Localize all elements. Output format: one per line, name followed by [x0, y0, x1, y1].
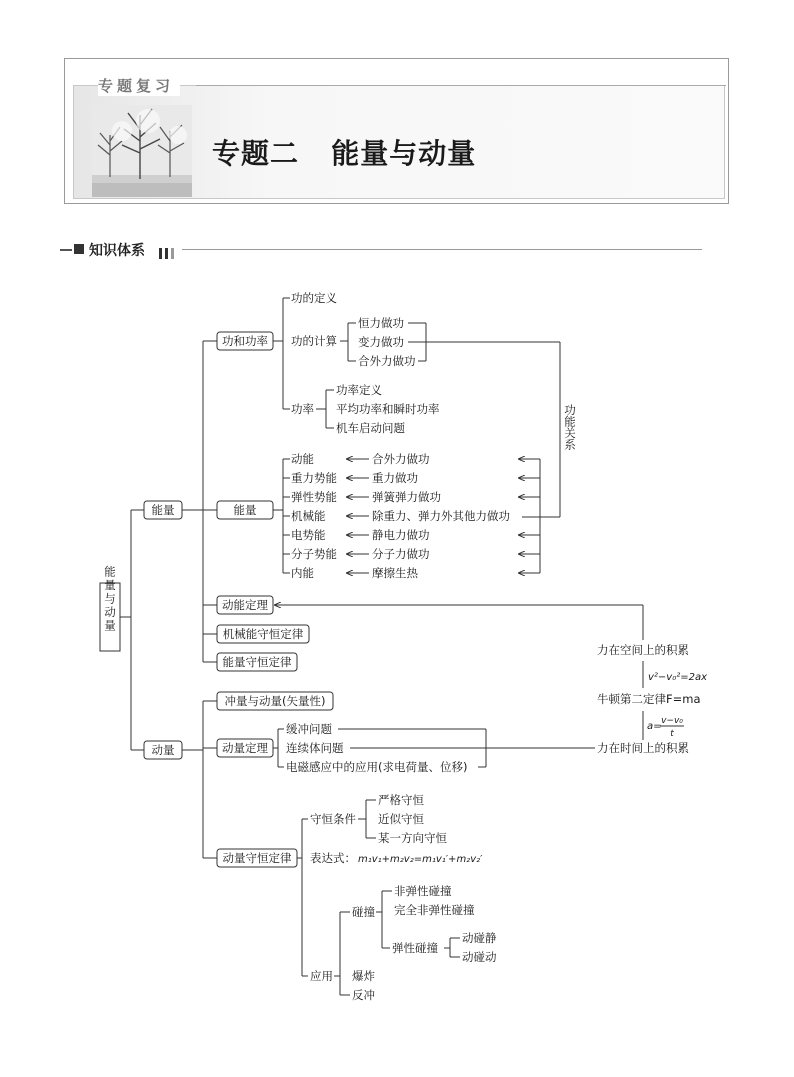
power-node: 功率: [291, 402, 314, 416]
section-square-icon: [74, 244, 84, 254]
momentum-theorem-node: 动量定理: [222, 741, 268, 755]
work-power-node: 功和功率: [222, 334, 268, 348]
work-calc-node: 功的计算: [291, 334, 337, 348]
moving-hits-moving: 动碰动: [462, 950, 497, 964]
impulse-node: 冲量与动量(矢量性): [224, 694, 326, 708]
em-induction-application: 电磁感应中的应用(求电荷量、位移): [286, 760, 468, 774]
momentum-conservation-node: 动量守恒定律: [222, 851, 292, 865]
time-accumulation: 力在时间上的积累: [597, 741, 689, 755]
power-definition: 功率定义: [336, 383, 382, 397]
energy-form-0: 动能: [291, 452, 314, 466]
section-rule: [182, 249, 702, 250]
avg-instant-power: 平均功率和瞬时功率: [336, 402, 440, 416]
energy-form-3: 机械能: [291, 509, 326, 523]
inelastic-collision: 非弹性碰撞: [394, 884, 452, 898]
energy-node: 能量: [151, 503, 175, 517]
energy-types-node: 能量: [233, 503, 257, 517]
net-force-work: 合外力做功: [358, 354, 416, 368]
work-source-3: 除重力、弹力外其他力做功: [372, 509, 510, 523]
explosion-item: 爆炸: [352, 969, 375, 983]
energy-form-6: 内能: [291, 566, 314, 580]
mech-conservation-node: 机械能守恒定律: [222, 627, 304, 641]
expression-label: 表达式：: [310, 851, 356, 865]
kinematics-eq2-num: v−v₀: [661, 716, 683, 726]
section-header: [60, 240, 702, 260]
directional-conservation: 某一方向守恒: [378, 831, 447, 845]
energy-form-2: 弹性势能: [291, 490, 337, 504]
knowledge-map: [0, 270, 794, 1020]
banner-label: 专题复习: [98, 75, 180, 96]
work-source-4: 静电力做功: [372, 528, 430, 542]
energy-form-1: 重力势能: [291, 471, 337, 485]
constant-force-work: 恒力做功: [358, 316, 404, 330]
section-dash: [60, 249, 72, 251]
buffer-problem: 缓冲问题: [286, 722, 332, 736]
banner-rule: [196, 85, 726, 86]
kinematics-eq2-den: t: [670, 729, 674, 739]
winter-tree-photo: [92, 105, 192, 197]
strict-conservation: 严格守恒: [378, 793, 424, 807]
approx-conservation: 近似守恒: [378, 812, 424, 826]
work-definition: 功的定义: [291, 291, 337, 305]
work-source-1: 重力做功: [372, 471, 418, 485]
kinematics-eq2-lhs: a=: [647, 721, 662, 732]
section-bars-icon: [159, 244, 177, 263]
vehicle-start-problem: 机车启动问题: [336, 421, 405, 435]
variable-force-work: 变力做功: [358, 335, 404, 349]
work-energy-relation-label: 功能关系: [563, 404, 577, 450]
newton-second-law: 牛顿第二定律F=ma: [597, 692, 701, 706]
energy-form-5: 分子势能: [291, 547, 337, 561]
recoil-item: 反冲: [352, 988, 375, 1002]
conservation-condition-node: 守恒条件: [310, 812, 356, 826]
energy-form-4: 电势能: [291, 528, 326, 542]
energy-conservation-node: 能量守恒定律: [222, 655, 292, 669]
root-node: 能量与动量: [103, 565, 117, 633]
work-source-2: 弹簧弹力做功: [372, 490, 441, 504]
elastic-collision-node: 弹性碰撞: [392, 941, 438, 955]
continuum-problem: 连续体问题: [286, 741, 344, 755]
ke-theorem-node: 动能定理: [222, 598, 268, 612]
conservation-expression: m₁v₁+m₂v₂=m₁v₁′+m₂v₂′: [358, 854, 483, 865]
application-node: 应用: [310, 969, 333, 983]
perfectly-inelastic-collision: 完全非弹性碰撞: [394, 903, 475, 917]
work-source-0: 合外力做功: [372, 452, 430, 466]
momentum-node: 动量: [151, 743, 175, 757]
page-title: 专题二 能量与动量: [212, 137, 477, 170]
collision-node: 碰撞: [352, 905, 375, 919]
work-source-5: 分子力做功: [372, 547, 430, 561]
space-accumulation: 力在空间上的积累: [597, 643, 689, 657]
kinematics-eq1: v²−v₀²=2ax: [648, 672, 708, 683]
work-source-6: 摩擦生热: [372, 566, 418, 580]
moving-hits-stationary: 动碰静: [462, 931, 497, 945]
section-title: 知识体系: [89, 243, 145, 259]
